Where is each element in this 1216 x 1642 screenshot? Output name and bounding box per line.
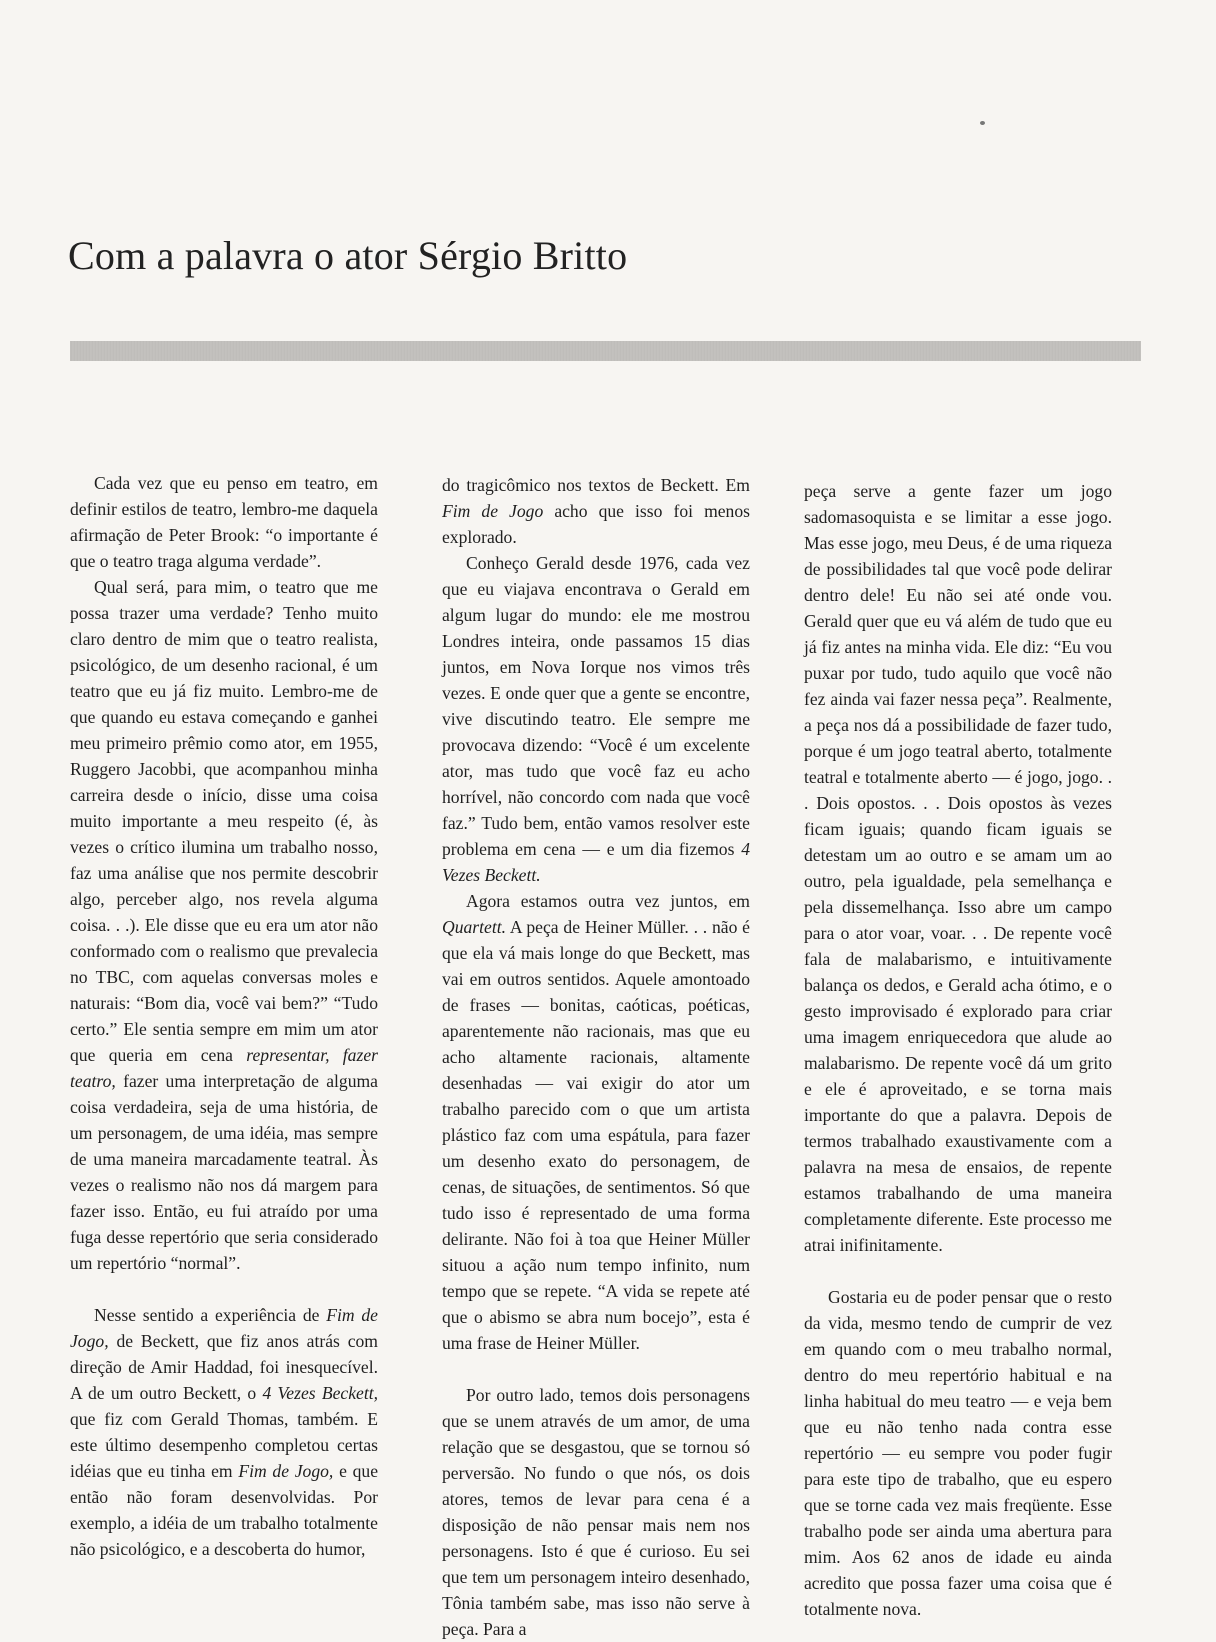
paragraph: Conheço Gerald desde 1976, cada vez que eu viajava encontrava o Gerald em algum lugar do mundo: ele me mostrou Londres inteira, onde passamos 15 dias juntos, em Nova Iorque nos vimos três vezes. E onde quer que a gente se encontre, vive discutindo teatro. Ele sempre me provocava dizendo: “Você é um excelente ator, mas tudo que você faz eu acho horrível, não concordo com nada que você faz.” Tudo bem, então vamos resolver este problema em cena — e um dia fizemos 4 Vezes Beckett. [442,553,750,885]
text-column-2 [442,472,750,1642]
article-title: Com a palavra o ator Sérgio Britto [68,233,628,278]
paper-speck [980,121,985,125]
paragraph: peça serve a gente fazer um jogo sadomasoquista e se limitar a esse jogo. Mas esse jogo, meu Deus, é de uma riqueza de possibilidades tal que você pode delirar dentro dele! Eu não sei até onde vou. Gerald quer que eu vá além de tudo que eu já fiz antes na minha vida. Ele diz: “Eu vou puxar por tudo, tudo aquilo que você não fez ainda vai fazer nessa peça”. Realmente, a peça nos dá a possibilidade de fazer tudo, porque é um jogo teatral aberto, totalmente teatral e totalmente aberto — é jogo, jogo. . . Dois opostos. . . Dois opostos às vezes ficam iguais; quando ficam iguais se detestam um ao outro e se amam um ao outro, pela igualdade, pela semelhança e pela dissemelhança. Isso abre um campo para o ator voar, voar. . . De repente você fala de malabarismo, e intuitivamente balança os dedos, e Gerald acha ótimo, e o gesto improvisado é explorado para criar uma imagem enriquecedora que alude ao malabarismo. De repente você dá um grito e ele é aproveitado, e se torna mais importante do que a palavra. Depois de termos trabalhado exaustivamente com a palavra na mesa de ensaios, de repente estamos trabalhando de uma maneira completamente diferente. Este processo me atrai inifinitamente. [804,481,1112,1255]
paragraph: Cada vez que eu penso em teatro, em definir estilos de teatro, lembro-me daquela afirmação de Peter Brook: “o importante é que o teatro traga alguma verdade”. [70,473,378,571]
text-column-3 [804,478,1112,1622]
paragraph: Por outro lado, temos dois personagens que se unem através de um amor, de uma relação que se desgastou, que se tornou só perversão. No fundo o que nós, os dois atores, temos de levar para cena é a disposição de não pensar mais nem nos personagens. Isto é que é curioso. Eu sei que tem um personagem inteiro desenhado, Tônia também sabe, mas isso não serve à peça. Para a [442,1385,750,1639]
title-rule [70,341,1141,361]
text-column-1 [70,470,378,1562]
paragraph: do tragicômico nos textos de Beckett. Em Fim de Jogo acho que isso foi menos explorado. [442,475,750,547]
paragraph: Gostaria eu de poder pensar que o resto da vida, mesmo tendo de cumprir de vez em quando com o meu trabalho normal, dentro do meu repertório habitual e na linha habitual do meu teatro — e veja bem que eu não tenho nada contra esse repertório — eu sempre vou poder fugir para este tipo de trabalho, que eu espero que se torne cada vez mais freqüente. Esse trabalho pode ser ainda uma abertura para mim. Aos 62 anos de idade eu ainda acredito que possa fazer uma coisa que é totalmente nova. [804,1287,1112,1619]
paragraph: Qual será, para mim, o teatro que me possa trazer uma verdade? Tenho muito claro dentro de mim que o teatro realista, psicológico, de um desenho racional, é um teatro que eu já fiz muito. Lembro-me de que quando eu estava começando e ganhei meu primeiro prêmio como ator, em 1955, Ruggero Jacobbi, que acompanhou minha carreira desde o início, disse uma coisa muito importante a meu respeito (é, às vezes o crítico ilumina um trabalho nosso, faz uma análise que nos permite descobrir algo, perceber algo, nos revela alguma coisa. . .). Ele disse que eu era um ator não conformado com o realismo que prevalecia no TBC, com aquelas conversas moles e naturais: “Bom dia, você vai bem?” “Tudo certo.” Ele sentia sempre em mim um ator que queria em cena representar, fazer teatro, fazer uma interpretação de alguma coisa verdadeira, seja de uma história, de um personagem, de uma idéia, mas sempre de uma maneira marcadamente teatral. Às vezes o realismo não nos dá margem para fazer isso. Então, eu fui atraído por uma fuga desse repertório que seria considerado um repertório “normal”. [70,577,378,1273]
paragraph: Nesse sentido a experiência de Fim de Jogo, de Beckett, que fiz anos atrás com direção de Amir Haddad, foi inesquecível. A de um outro Beckett, o 4 Vezes Beckett, que fiz com Gerald Thomas, também. E este último desempenho completou certas idéias que eu tinha em Fim de Jogo, e que então não foram desenvolvidas. Por exemplo, a idéia de um trabalho totalmente não psicológico, e a descoberta do humor, [70,1305,379,1559]
paragraph: Agora estamos outra vez juntos, em Quartett. A peça de Heiner Müller. . . não é que ela vá mais longe do que Beckett, mas vai em outros sentidos. Aquele amontoado de frases — bonitas, caóticas, poéticas, aparentemente não racionais, mas que eu acho altamente racionais, altamente desenhadas — vai exigir do ator um trabalho parecido com o que um artista plástico faz com uma espátula, para fazer um desenho exato do personagem, de cenas, de situações, de sentimentos. Só que tudo isso é representado de uma forma delirante. Não foi à toa que Heiner Müller situou a ação num tempo infinito, num tempo que se repete. “A vida se repete até que o abismo se abra num bocejo”, esta é uma frase de Heiner Müller. [442,891,750,1353]
